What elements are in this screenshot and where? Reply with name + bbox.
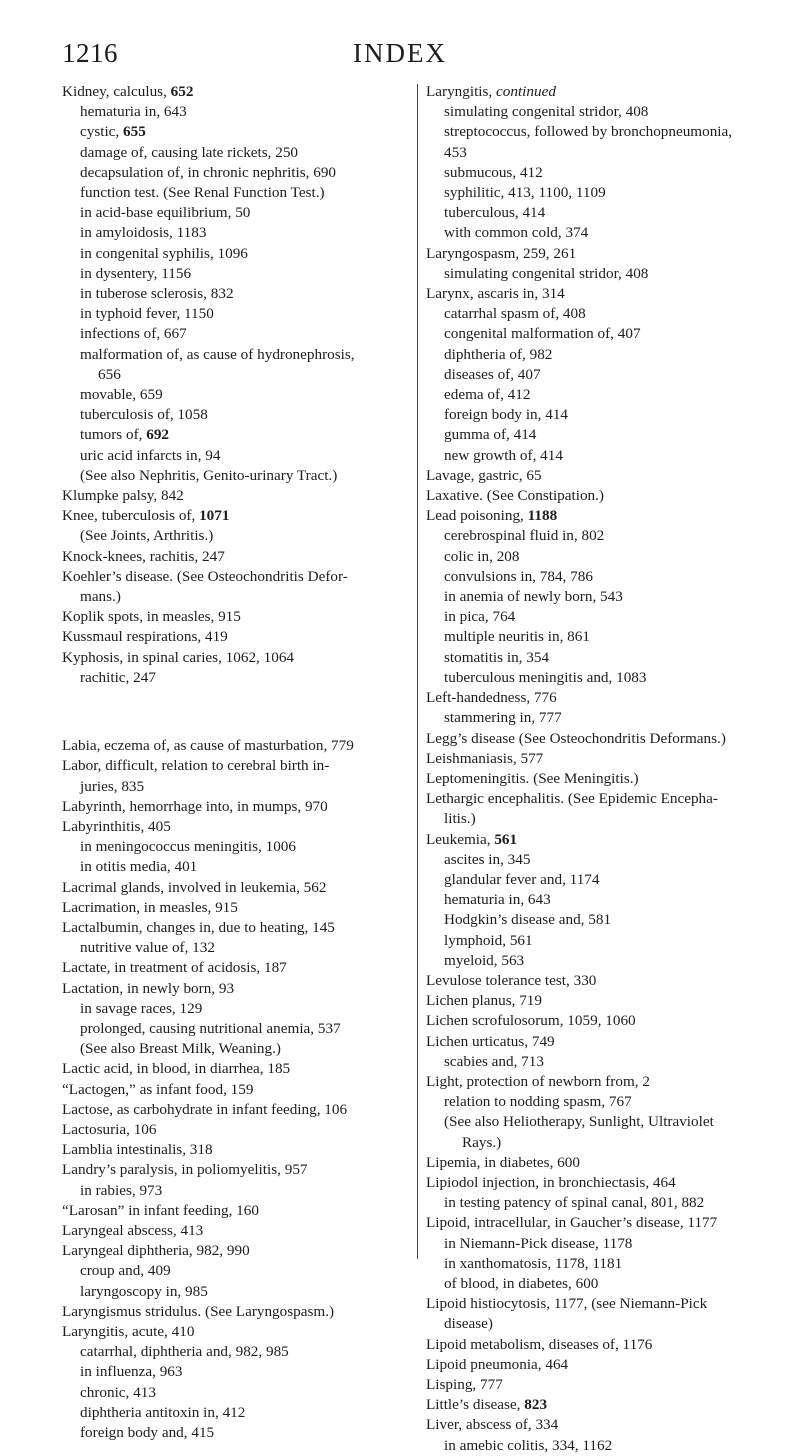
index-subentry: [62, 1342, 402, 1362]
entry-text: Labyrinth, hemorrhage into, in mumps, 970: [62, 797, 328, 815]
index-entry: [62, 1080, 402, 1100]
index-subentry: [426, 405, 772, 425]
index-subentry: [426, 648, 772, 668]
index-entry: [62, 736, 402, 756]
index-entry: [62, 878, 402, 898]
index-subentry: [426, 1193, 772, 1213]
index-subentry: [62, 1181, 402, 1201]
entry-text: Laryngitis,: [426, 83, 497, 100]
entry-text: Lichen planus, 719: [426, 992, 542, 1010]
index-subentry: [62, 223, 402, 243]
entry-text: in meningococcus meningitis, 1006: [80, 838, 296, 856]
index-subentry: [426, 1234, 772, 1254]
index-entry: [426, 244, 772, 264]
entry-text: Labia, eczema of, as cause of masturbation, 779: [62, 737, 354, 755]
entry-text: Laryngeal abscess, 413: [62, 1221, 204, 1239]
entry-text: (See Joints, Arthritis.): [80, 527, 214, 545]
entry-text: in pica, 764: [444, 608, 516, 626]
entry-text: Lactose, as carbohydrate in infant feeding, 106: [62, 1100, 348, 1118]
entry-text: mans.): [80, 588, 121, 606]
entry-text: Lead poisoning,: [426, 507, 528, 525]
entry-text: Lactic acid, in blood, in diarrhea, 185: [62, 1060, 291, 1078]
index-entry: [426, 729, 772, 749]
entry-text: Laryngospasm, 259, 261: [426, 244, 577, 262]
entry-text: Lavage, gastric, 65: [426, 466, 542, 484]
index-entry: [426, 506, 772, 526]
index-subentry: [62, 999, 402, 1019]
index-subentry: [426, 264, 772, 284]
entry-text: tuberculous, 414: [444, 204, 546, 222]
index-entry: [426, 82, 772, 102]
index-entry: [62, 1120, 402, 1140]
entry-text: 453: [444, 143, 467, 161]
entry-text: Laryngismus stridulus. (See Laryngospasm.): [62, 1302, 335, 1320]
index-entry: [62, 918, 402, 938]
index-entry: [426, 466, 772, 486]
index-entry: [426, 1032, 772, 1052]
entry-text: Koplik spots, in measles, 915: [62, 608, 241, 626]
entry-text: Kidney, calculus,: [62, 83, 171, 100]
index-subentry: [426, 567, 772, 587]
entry-text: hematuria in, 643: [444, 891, 551, 909]
index-subentry: [62, 284, 402, 304]
index-subentry: [426, 910, 772, 930]
entry-text: chronic, 413: [80, 1383, 156, 1401]
index-entry: [426, 1153, 772, 1173]
entry-text: tumors of,: [80, 426, 147, 444]
index-subentry: [62, 1039, 402, 1059]
index-subentry: [426, 1436, 772, 1456]
index-entry: [426, 486, 772, 506]
index-subentry: [426, 1133, 772, 1153]
index-entry: [62, 1221, 402, 1241]
entry-text: Left-handedness, 776: [426, 689, 557, 707]
index-subentry: [62, 857, 402, 877]
entry-text: in amebic colitis, 334, 1162: [444, 1436, 613, 1454]
index-subentry: [62, 446, 402, 466]
index-subentry: [62, 425, 402, 445]
page-ref-bold: 692: [146, 426, 170, 444]
index-entry: [62, 486, 402, 506]
index-subentry: [62, 1019, 402, 1039]
index-entry: [62, 817, 402, 837]
entry-text: in dysentery, 1156: [80, 264, 192, 282]
index-subentry: [426, 1052, 772, 1072]
entry-text: stammering in, 777: [444, 709, 562, 727]
entry-text: Little’s disease,: [426, 1396, 525, 1414]
index-entry: [426, 1294, 772, 1314]
index-entry: [426, 1011, 772, 1031]
page-ref-bold: 652: [170, 83, 194, 100]
index-subentry: [426, 526, 772, 546]
entry-text: in anemia of newly born, 543: [444, 588, 623, 606]
entry-text: Klumpke palsy, 842: [62, 487, 184, 505]
index-subentry: [426, 1254, 772, 1274]
entry-text: disease): [444, 1315, 493, 1333]
index-entry: [426, 284, 772, 304]
index-subentry: [62, 1423, 402, 1443]
entry-text: rachitic, 247: [80, 668, 156, 686]
index-subentry: [62, 777, 402, 797]
index-subentry: [62, 163, 402, 183]
entry-text: simulating congenital stridor, 408: [444, 103, 649, 121]
entry-text: Kussmaul respirations, 419: [62, 628, 228, 646]
index-entry: [426, 1375, 772, 1395]
index-entry: [426, 1173, 772, 1193]
index-entry: [62, 958, 402, 978]
entry-text: stomatitis in, 354: [444, 648, 550, 666]
entry-text: Leptomeningitis. (See Meningitis.): [426, 769, 639, 787]
entry-text: in Niemann-Pick disease, 1178: [444, 1234, 633, 1252]
entry-text: streptococcus, followed by bronchopneumonia,: [444, 123, 733, 141]
index-subentry: [426, 547, 772, 567]
entry-text: Lactation, in newly born, 93: [62, 979, 235, 997]
index-entry: [426, 749, 772, 769]
entry-text: Legg’s disease (See Osteochondritis Deformans.): [426, 729, 726, 747]
index-subentry: [426, 365, 772, 385]
index-entry: [62, 607, 402, 627]
index-entry: [62, 797, 402, 817]
index-subentry: [426, 143, 772, 163]
index-subentry: [426, 627, 772, 647]
entry-text: in otitis media, 401: [80, 858, 198, 876]
index-entry: [426, 991, 772, 1011]
entry-text: in congenital syphilis, 1096: [80, 244, 248, 262]
entry-text: Lipiodol injection, in bronchiectasis, 464: [426, 1173, 676, 1191]
index-subentry: [426, 951, 772, 971]
entry-text: Lacrimal glands, involved in leukemia, 562: [62, 878, 327, 896]
entry-text: Laryngitis, acute, 410: [62, 1322, 195, 1340]
index-subentry: [62, 1261, 402, 1281]
index-subentry: [426, 1112, 772, 1132]
index-subentry: [426, 587, 772, 607]
entry-text: Labyrinthitis, 405: [62, 817, 171, 835]
index-subentry: [426, 446, 772, 466]
index-subentry: [62, 385, 402, 405]
index-subentry: [426, 850, 772, 870]
index-entry: [426, 1072, 772, 1092]
entry-text: Lipemia, in diabetes, 600: [426, 1153, 580, 1171]
index-entry: [426, 688, 772, 708]
entry-text: relation to nodding spasm, 767: [444, 1093, 632, 1111]
index-entry: [426, 830, 772, 850]
index-entry: [426, 1335, 772, 1355]
entry-text: malformation of, as cause of hydronephrosis,: [80, 345, 355, 363]
entry-text: (See also Heliotherapy, Sunlight, Ultraviolet: [444, 1113, 714, 1131]
index-subentry: [426, 870, 772, 890]
entry-text: Levulose tolerance test, 330: [426, 971, 597, 989]
entry-text: Larynx, ascaris in, 314: [426, 285, 565, 303]
entry-text: Lipoid metabolism, diseases of, 1176: [426, 1335, 653, 1353]
entry-text: foreign body in, 414: [444, 406, 569, 424]
entry-text: glandular fever and, 1174: [444, 870, 600, 888]
index-entry: [62, 1201, 402, 1221]
index-subentry: [426, 203, 772, 223]
index-entry: [62, 82, 402, 102]
index-entry: [62, 898, 402, 918]
entry-text: (See also Breast Milk, Weaning.): [80, 1040, 281, 1058]
entry-text: Hodgkin’s disease and, 581: [444, 911, 612, 929]
page-ref-bold: 823: [524, 1396, 548, 1414]
entry-text: Lactosuria, 106: [62, 1120, 157, 1138]
index-entry: [62, 1100, 402, 1120]
entry-text: Lactate, in treatment of acidosis, 187: [62, 959, 287, 977]
entry-text: submucous, 412: [444, 163, 543, 181]
index-entry: [62, 1322, 402, 1342]
index-entry: [426, 1395, 772, 1415]
entry-text: with common cold, 374: [444, 224, 589, 242]
index-entry: [426, 1213, 772, 1233]
entry-text: cerebrospinal fluid in, 802: [444, 527, 605, 545]
index-entry: [62, 1302, 402, 1322]
entry-text: Knee, tuberculosis of,: [62, 507, 200, 525]
entry-text: Lipoid pneumonia, 464: [426, 1355, 569, 1373]
entry-text: prolonged, causing nutritional anemia, 537: [80, 1019, 341, 1037]
entry-text: Lichen urticatus, 749: [426, 1032, 555, 1050]
index-entry: [62, 1059, 402, 1079]
entry-text: decapsulation of, in chronic nephritis, 690: [80, 163, 337, 181]
index-entry: [62, 506, 402, 526]
entry-text: litis.): [444, 810, 476, 828]
entry-text: Lethargic encephalitis. (See Epidemic Encepha-: [426, 790, 718, 808]
entry-text: damage of, causing late rickets, 250: [80, 143, 299, 161]
entry-text: Lichen scrofulosorum, 1059, 1060: [426, 1012, 636, 1030]
entry-text: in xanthomatosis, 1178, 1181: [444, 1254, 623, 1272]
entry-text: 656: [98, 365, 121, 383]
index-subentry: [426, 163, 772, 183]
entry-text: congenital malformation of, 407: [444, 325, 641, 343]
page-ref-bold: 655: [123, 123, 146, 141]
index-subentry: [426, 102, 772, 122]
entry-text: in tuberose sclerosis, 832: [80, 285, 234, 303]
index-entry: [62, 979, 402, 999]
index-entry: [62, 1241, 402, 1261]
index-entry: [62, 648, 402, 668]
index-entry: [426, 1355, 772, 1375]
index-subentry: [426, 385, 772, 405]
index-entry: [62, 1160, 402, 1180]
index-subentry: [426, 304, 772, 324]
entry-text: Leishmaniasis, 577: [426, 749, 544, 767]
entry-text: in testing patency of spinal canal, 801, 882: [444, 1194, 705, 1212]
entry-text: Lipoid histiocytosis, 1177, (see Niemann-Pick: [426, 1295, 708, 1313]
entry-text: Light, protection of newborn from, 2: [426, 1072, 650, 1090]
column-divider: [417, 84, 418, 1259]
entry-text: infections of, 667: [80, 325, 187, 343]
index-subentry: [62, 466, 402, 486]
entry-text: catarrhal spasm of, 408: [444, 305, 586, 323]
entry-text: tuberculous meningitis and, 1083: [444, 668, 647, 686]
entry-text: Koehler’s disease. (See Osteochondritis Defor-: [62, 567, 348, 585]
entry-text: syphilitic, 413, 1100, 1109: [444, 184, 606, 202]
entry-text: in acid-base equilibrium, 50: [80, 204, 251, 222]
index-subentry: [426, 708, 772, 728]
index-entry: [62, 1140, 402, 1160]
entry-text: Rays.): [462, 1133, 502, 1151]
page-ref-bold: 561: [494, 830, 518, 848]
index-subentry: [62, 324, 402, 344]
entry-text: myeloid, 563: [444, 951, 525, 969]
entry-text: Lactalbumin, changes in, due to heating, 145: [62, 918, 335, 936]
index-entry: [62, 567, 402, 587]
index-subentry: [426, 1274, 772, 1294]
entry-text: diphtheria antitoxin in, 412: [80, 1403, 246, 1421]
index-subentry: [426, 324, 772, 344]
entry-text: gumma of, 414: [444, 426, 537, 444]
index-subentry: [426, 122, 772, 142]
entry-text: juries, 835: [80, 777, 145, 795]
index-subentry: [62, 365, 402, 385]
index-subentry: [426, 668, 772, 688]
index-subentry: [62, 938, 402, 958]
page-ref-bold: 1188: [527, 507, 558, 525]
index-subentry: [426, 607, 772, 627]
index-entry: [426, 1415, 772, 1435]
section-gap: [62, 688, 402, 712]
index-subentry: [62, 183, 402, 203]
entry-text: foreign body and, 415: [80, 1424, 215, 1441]
index-subentry: [426, 345, 772, 365]
entry-text: Lacrimation, in measles, 915: [62, 898, 238, 916]
index-subentry: [62, 345, 402, 365]
entry-text: tuberculosis of, 1058: [80, 406, 208, 424]
entry-text: Knock-knees, rachitis, 247: [62, 547, 225, 565]
entry-text: Leukemia,: [426, 830, 495, 848]
entry-text: ascites in, 345: [444, 850, 531, 868]
page-ref-bold: 1071: [199, 507, 230, 525]
entry-text-italic: continued: [496, 83, 556, 100]
index-subentry: [426, 183, 772, 203]
entry-text: Landry’s paralysis, in poliomyelitis, 957: [62, 1161, 308, 1179]
entry-text: Labor, difficult, relation to cerebral birth in-: [62, 757, 330, 775]
entry-text: movable, 659: [80, 386, 163, 404]
entry-text: simulating congenital stridor, 408: [444, 264, 649, 282]
entry-text: croup and, 409: [80, 1262, 171, 1280]
index-subentry: [426, 223, 772, 243]
entry-text: “Larosan” in infant feeding, 160: [62, 1201, 259, 1219]
entry-text: in influenza, 963: [80, 1363, 183, 1381]
entry-text: diseases of, 407: [444, 365, 541, 383]
entry-text: of blood, in diabetes, 600: [444, 1274, 599, 1292]
running-head: INDEX: [353, 38, 447, 68]
index-entry: [62, 627, 402, 647]
entry-text: colic in, 208: [444, 547, 520, 565]
index-subentry: [426, 1314, 772, 1334]
entry-text: “Lactogen,” as infant food, 159: [62, 1080, 254, 1098]
index-subentry: [62, 143, 402, 163]
index-subentry: [62, 1362, 402, 1382]
entry-text: in rabies, 973: [80, 1181, 163, 1199]
index-column-left: [62, 82, 402, 1443]
index-subentry: [62, 122, 402, 142]
index-subentry: [62, 264, 402, 284]
index-subentry: [62, 526, 402, 546]
entry-text: nutritive value of, 132: [80, 939, 215, 957]
index-subentry: [426, 1092, 772, 1112]
index-subentry: [62, 304, 402, 324]
index-subentry: [426, 931, 772, 951]
entry-text: Kyphosis, in spinal caries, 1062, 1064: [62, 648, 295, 666]
entry-text: function test. (See Renal Function Test.): [80, 184, 325, 202]
entry-text: edema of, 412: [444, 386, 531, 404]
entry-text: cystic,: [80, 123, 124, 141]
index-subentry: [62, 837, 402, 857]
entry-text: scabies and, 713: [444, 1052, 544, 1070]
entry-text: catarrhal, diphtheria and, 982, 985: [80, 1343, 289, 1361]
index-subentry: [62, 244, 402, 264]
index-entry: [426, 769, 772, 789]
entry-text: Laxative. (See Constipation.): [426, 487, 604, 505]
index-subentry: [62, 203, 402, 223]
entry-text: Lisping, 777: [426, 1376, 503, 1393]
entry-text: (See also Nephritis, Genito-urinary Tract.): [80, 466, 338, 484]
entry-text: Lipoid, intracellular, in Gaucher’s disease, 1177: [426, 1214, 718, 1232]
section-gap: [62, 712, 402, 736]
page-number: 1216: [62, 38, 118, 68]
index-subentry: [426, 425, 772, 445]
index-subentry: [426, 890, 772, 910]
index-entry: [426, 971, 772, 991]
entry-text: in typhoid fever, 1150: [80, 305, 214, 323]
entry-text: new growth of, 414: [444, 446, 563, 464]
index-subentry: [62, 668, 402, 688]
index-subentry: [62, 1383, 402, 1403]
index-subentry: [62, 405, 402, 425]
entry-text: multiple neuritis in, 861: [444, 628, 590, 646]
index-entry: [62, 547, 402, 567]
entry-text: convulsions in, 784, 786: [444, 567, 593, 585]
index-subentry: [62, 102, 402, 122]
index-entry: [62, 756, 402, 776]
index-subentry: [62, 1282, 402, 1302]
entry-text: diphtheria of, 982: [444, 345, 553, 363]
entry-text: Liver, abscess of, 334: [426, 1416, 559, 1434]
entry-text: uric acid infarcts in, 94: [80, 446, 221, 464]
entry-text: in amyloidosis, 1183: [80, 224, 207, 242]
page-header: [0, 38, 800, 78]
index-subentry: [62, 1403, 402, 1423]
index-entry: [426, 789, 772, 809]
entry-text: laryngoscopy in, 985: [80, 1282, 208, 1300]
index-subentry: [426, 809, 772, 829]
entry-text: hematuria in, 643: [80, 103, 187, 121]
index-subentry: [62, 587, 402, 607]
entry-text: in savage races, 129: [80, 999, 203, 1017]
entry-text: lymphoid, 561: [444, 931, 533, 949]
entry-text: Laryngeal diphtheria, 982, 990: [62, 1242, 250, 1260]
entry-text: Lamblia intestinalis, 318: [62, 1141, 213, 1159]
index-column-right: [426, 82, 772, 1456]
